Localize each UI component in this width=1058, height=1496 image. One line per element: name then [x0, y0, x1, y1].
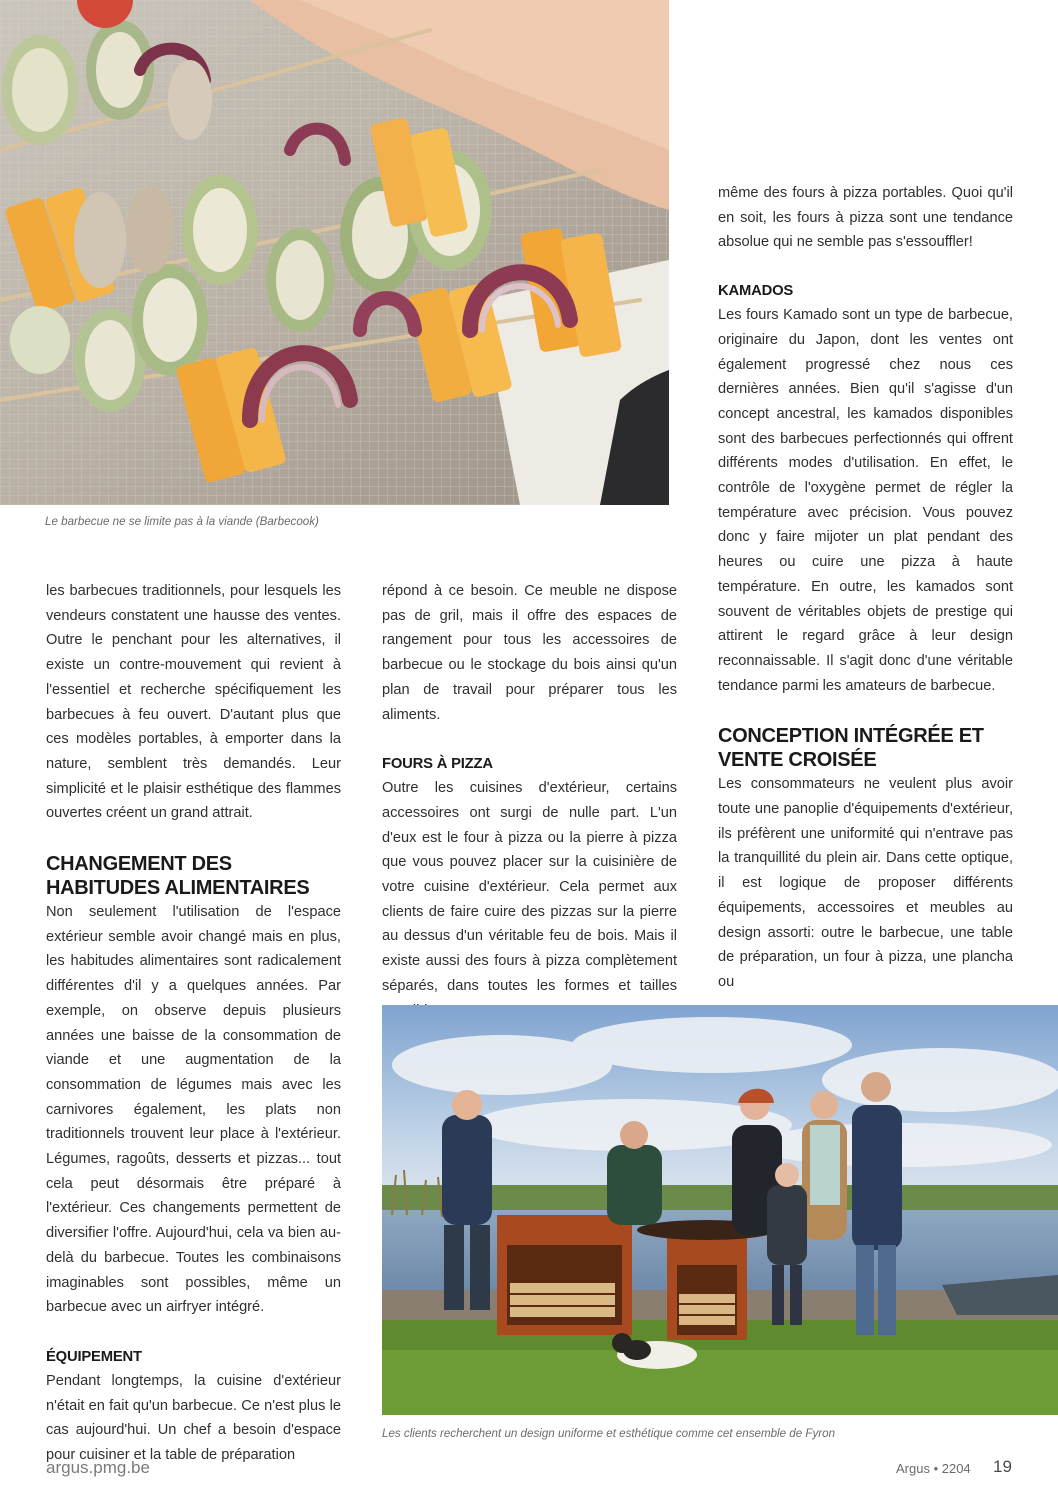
footer-issue-number: Argus • 2204 — [896, 1461, 971, 1476]
column-3 — [718, 181, 1013, 995]
col3-paragraph-pizza-end: même des fours à pizza portables. Quoi qu'il en soit, les fours à pizza sont une tendance absolue qui ne semble pas s'essouffler! — [718, 185, 1013, 251]
heading-changement-habitudes: CHANGEMENT DES HABITUDES ALIMENTAIRES — [46, 853, 310, 900]
col1-paragraph-habitudes: Non seulement l'utilisation de l'espace extérieur semble avoir changé mais en plus, les habitudes alimentaires sont radicalement différentes d'il y a quelques années. Par exemple, on observe depuis plusieurs années une baisse de la consommation de viande et une augmentation de la consommation de légumes mais avec les carnivores également, les plats non traditionnels trouvent leur place à l'extérieur. Légumes, ragoûts, desserts et pizzas... tout cela peut désormais être préparé à l'extérieur. Ces changements permettent de diversifier l'offre. Aujourd'hui, cela va bien au-delà du barbecue. Toutes les combinaisons imaginables sont possibles, même un barbecue avec un airfryer intégré. — [46, 904, 341, 1316]
col3-paragraph-conception: Les consommateurs ne veulent plus avoir toute une panoplie d'équipements d'extérieur, ils préfèrent une uniformité qui n'entrave pas la tranquillité du plein air. Dans cette optique, il est logique de proposer différents équipements, accessoires et meubles au design assorti: outre le barbecue, une table de préparation, un four à pizza, une plancha ou — [718, 776, 1013, 990]
subheading-fours-pizza: FOURS À PIZZA — [382, 756, 493, 773]
subheading-equipement: ÉQUIPEMENT — [46, 1348, 142, 1365]
col2-paragraph-preparation: répond à ce besoin. Ce meuble ne dispose pas de gril, mais il offre des espaces de rangement pour tous les accessoires de barbecue ou le stockage du bois ainsi qu'un plan de travail pour préparer tous les aliments. — [382, 583, 677, 723]
footer-website-url[interactable]: argus.pmg.be — [46, 1458, 150, 1477]
subheading-kamados: KAMADOS — [718, 283, 794, 300]
family-illustration — [382, 1005, 1058, 1415]
skewers-illustration — [0, 0, 669, 505]
heading-conception-integree: CONCEPTION INTÉGRÉE ET VENTE CROISÉE — [718, 725, 984, 772]
family-outdoor-kitchen-photo — [382, 1005, 1058, 1415]
col1-paragraph-equipement: Pendant longtemps, la cuisine d'extérieur n'était en fait qu'un barbecue. Ce n'est plus le cas aujourd'hui. Un chef a besoin d'espace pour cuisiner et la table de préparation — [46, 1372, 341, 1464]
col3-paragraph-kamados: Les fours Kamado sont un type de barbecue, originaire du Japon, dont les ventes ont également progressé chez nous ces dernières années. Bien qu'il s'agisse d'un concept ancestral, les kamados disponibles sont des barbecues perfectionnés qui offrent différents modes d'utilisation. En effet, le contrôle de l'oxygène permet de régler la température avec précision. Vous pouvez donc y faire mijoter un plat pendant des heures ou cuire une pizza à haute température. En outre, les kamados sont souvent de véritables objets de prestige qui attirent le regard grâce à leur design reconnaissable. Il s'agit donc d'une véritable tendance parmi les amateurs de barbecue. — [718, 307, 1013, 694]
bottom-photo-caption: Les clients recherchent un design uniforme et esthétique comme cet ensemble de Fyron — [382, 1427, 836, 1440]
top-photo-caption: Le barbecue ne se limite pas à la viande (Barbecook) — [45, 515, 319, 528]
column-1 — [46, 579, 341, 1468]
footer-page-number: 19 — [993, 1457, 1012, 1476]
skewers-photo — [0, 0, 669, 505]
column-2 — [382, 579, 677, 1023]
col1-intro-paragraph: les barbecues traditionnels, pour lesquels les vendeurs constatent une hausse des ventes. Outre le penchant pour les alternatives, il existe un contre-mouvement qui revient à l'essentiel et recherche spécifiquement les barbecues à feu ouvert. D'autant plus que ces modèles portables, à emporter dans la nature, semblent très demandés. Leur simplicité et le plaisir esthétique des flammes ouvertes créent un grand attrait. — [46, 583, 341, 822]
col2-paragraph-fours-pizza: Outre les cuisines d'extérieur, certains accessoires ont surgi de nulle part. L'un d'eux est le four à pizza ou la pierre à pizza que vous pouvez placer sur la cuisinière de votre cuisine d'extérieur. Cela permet aux clients de faire cuire des pizzas sur la pierre au dessus d'un véritable feu de bois. Mais il existe aussi des fours à pizza complètement séparés, dans toutes les formes et tailles — [382, 780, 677, 994]
